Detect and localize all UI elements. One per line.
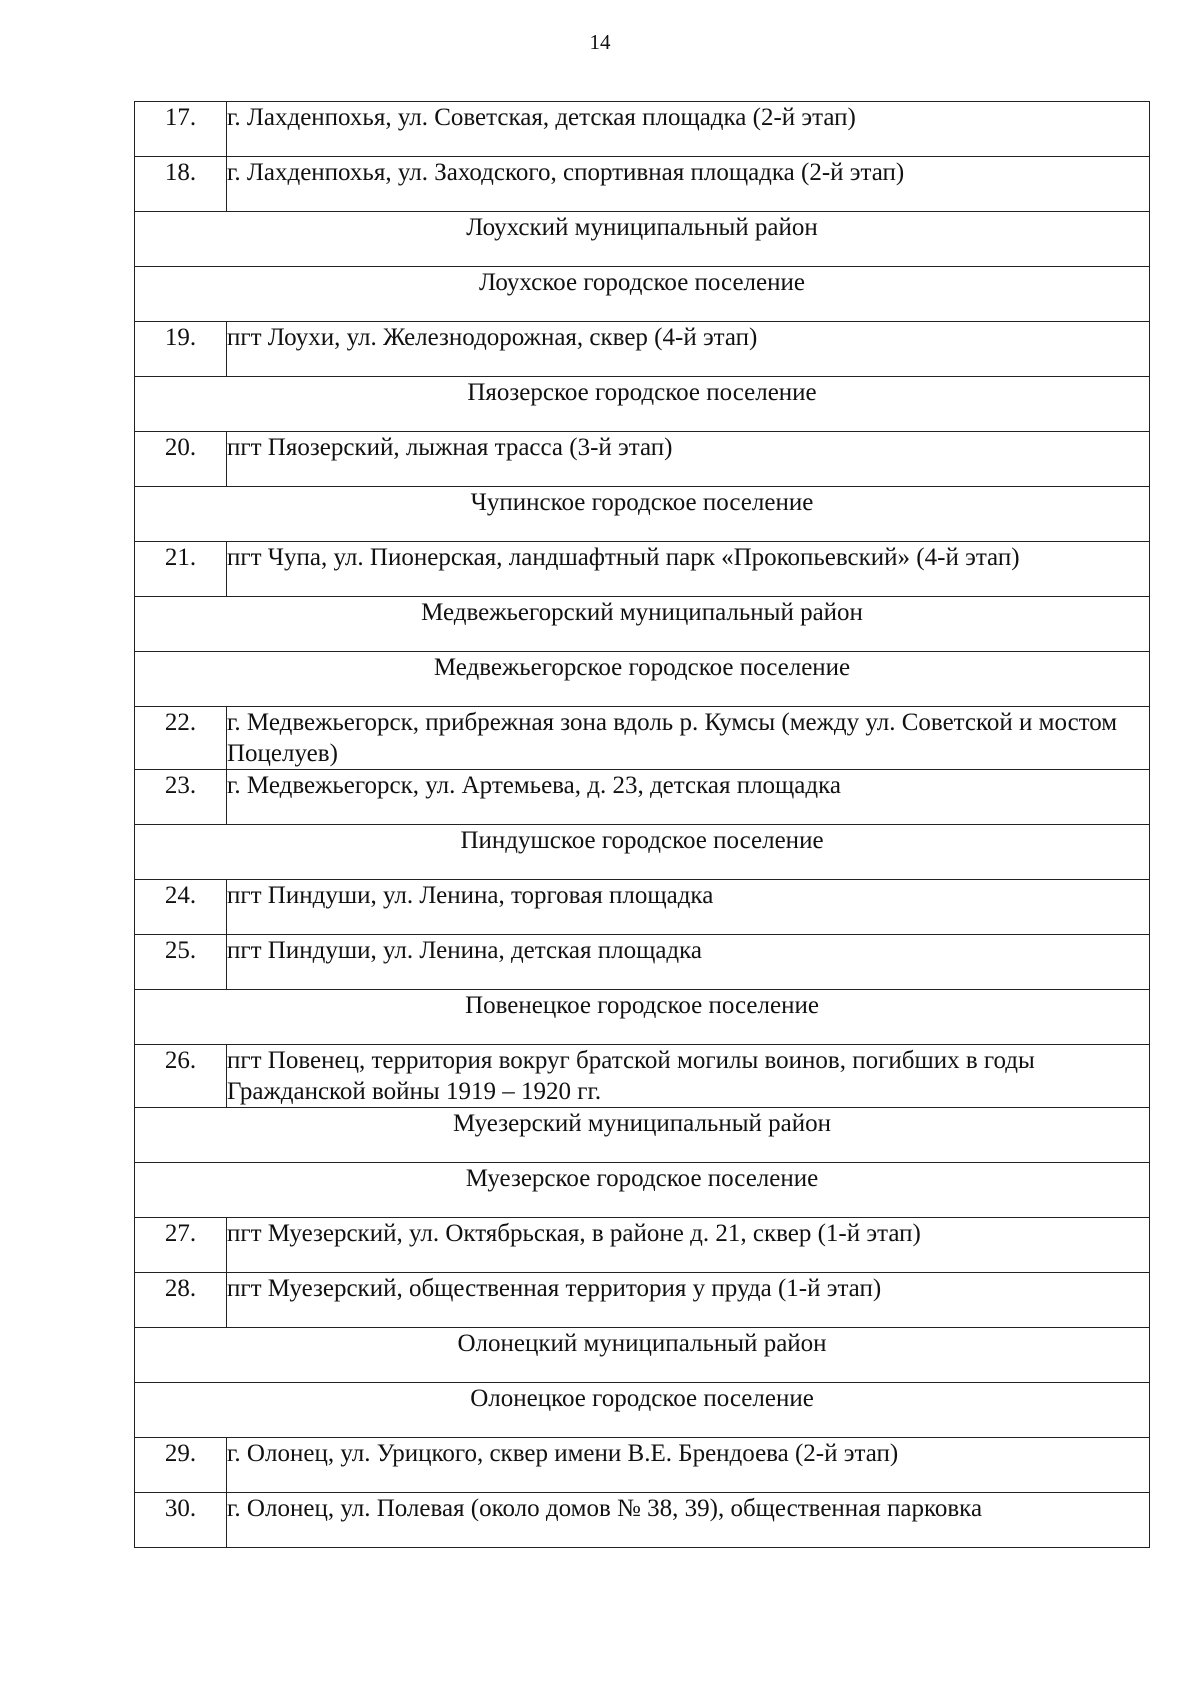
section-heading-row	[135, 1328, 1150, 1383]
table-row	[135, 102, 1150, 157]
section-heading: Лоухское городское поселение	[135, 267, 1150, 322]
section-heading-row	[135, 597, 1150, 652]
section-heading-row	[135, 1108, 1150, 1163]
row-description: пгт Чупа, ул. Пионерская, ландшафтный парк «Прокопьевский» (4-й этап)	[227, 542, 1150, 597]
table-row	[135, 1493, 1150, 1548]
section-heading-row	[135, 377, 1150, 432]
row-description: пгт Пяозерский, лыжная трасса (3-й этап)	[227, 432, 1150, 487]
section-heading: Повенецкое городское поселение	[135, 990, 1150, 1045]
section-heading: Пиндушское городское поселение	[135, 825, 1150, 880]
row-description: г. Олонец, ул. Полевая (около домов № 38, 39), общественная парковка	[227, 1493, 1150, 1548]
table-body	[135, 102, 1150, 1548]
row-description: пгт Муезерский, ул. Октябрьская, в районе д. 21, сквер (1-й этап)	[227, 1218, 1150, 1273]
row-number: 20.	[135, 432, 227, 487]
table-row	[135, 707, 1150, 770]
section-heading: Муезерский муниципальный район	[135, 1108, 1150, 1163]
row-number: 18.	[135, 157, 227, 212]
section-heading: Чупинское городское поселение	[135, 487, 1150, 542]
table-row	[135, 770, 1150, 825]
section-heading: Медвежьегорский муниципальный район	[135, 597, 1150, 652]
section-heading: Олонецкое городское поселение	[135, 1383, 1150, 1438]
table-row	[135, 322, 1150, 377]
row-number: 30.	[135, 1493, 227, 1548]
section-heading-row	[135, 990, 1150, 1045]
section-heading-row	[135, 1163, 1150, 1218]
section-heading-row	[135, 1383, 1150, 1438]
row-description: пгт Лоухи, ул. Железнодорожная, сквер (4-й этап)	[227, 322, 1150, 377]
section-heading-row	[135, 487, 1150, 542]
row-description: г. Лахденпохья, ул. Заходского, спортивная площадка (2-й этап)	[227, 157, 1150, 212]
row-number: 19.	[135, 322, 227, 377]
section-heading: Медвежьегорское городское поселение	[135, 652, 1150, 707]
section-heading: Лоухский муниципальный район	[135, 212, 1150, 267]
row-number: 17.	[135, 102, 227, 157]
row-number: 29.	[135, 1438, 227, 1493]
row-description: пгт Муезерский, общественная территория у пруда (1-й этап)	[227, 1273, 1150, 1328]
table-row	[135, 880, 1150, 935]
row-number: 21.	[135, 542, 227, 597]
territories-table	[134, 101, 1150, 1548]
row-number: 22.	[135, 707, 227, 770]
row-description: пгт Пиндуши, ул. Ленина, детская площадка	[227, 935, 1150, 990]
row-description: г. Медвежьегорск, прибрежная зона вдоль р. Кумсы (между ул. Советской и мостом Поцелуев)	[227, 707, 1150, 770]
row-description: пгт Пиндуши, ул. Ленина, торговая площадка	[227, 880, 1150, 935]
table-row	[135, 157, 1150, 212]
section-heading-row	[135, 212, 1150, 267]
row-number: 25.	[135, 935, 227, 990]
section-heading: Пяозерское городское поселение	[135, 377, 1150, 432]
row-number: 27.	[135, 1218, 227, 1273]
table-row	[135, 432, 1150, 487]
row-number: 26.	[135, 1045, 227, 1108]
table-row	[135, 1045, 1150, 1108]
section-heading-row	[135, 652, 1150, 707]
table-row	[135, 1273, 1150, 1328]
table-row	[135, 1218, 1150, 1273]
table-row	[135, 935, 1150, 990]
row-number: 23.	[135, 770, 227, 825]
table-row	[135, 542, 1150, 597]
row-number: 24.	[135, 880, 227, 935]
row-description: г. Лахденпохья, ул. Советская, детская площадка (2-й этап)	[227, 102, 1150, 157]
row-description: г. Медвежьегорск, ул. Артемьева, д. 23, детская площадка	[227, 770, 1150, 825]
section-heading-row	[135, 825, 1150, 880]
table-row	[135, 1438, 1150, 1493]
section-heading: Муезерское городское поселение	[135, 1163, 1150, 1218]
row-description: г. Олонец, ул. Урицкого, сквер имени В.Е. Брендоева (2-й этап)	[227, 1438, 1150, 1493]
section-heading: Олонецкий муниципальный район	[135, 1328, 1150, 1383]
section-heading-row	[135, 267, 1150, 322]
row-description: пгт Повенец, территория вокруг братской могилы воинов, погибших в годы Гражданской войны 1919 – 1920 гг.	[227, 1045, 1150, 1108]
page-number: 14	[589, 30, 611, 54]
row-number: 28.	[135, 1273, 227, 1328]
